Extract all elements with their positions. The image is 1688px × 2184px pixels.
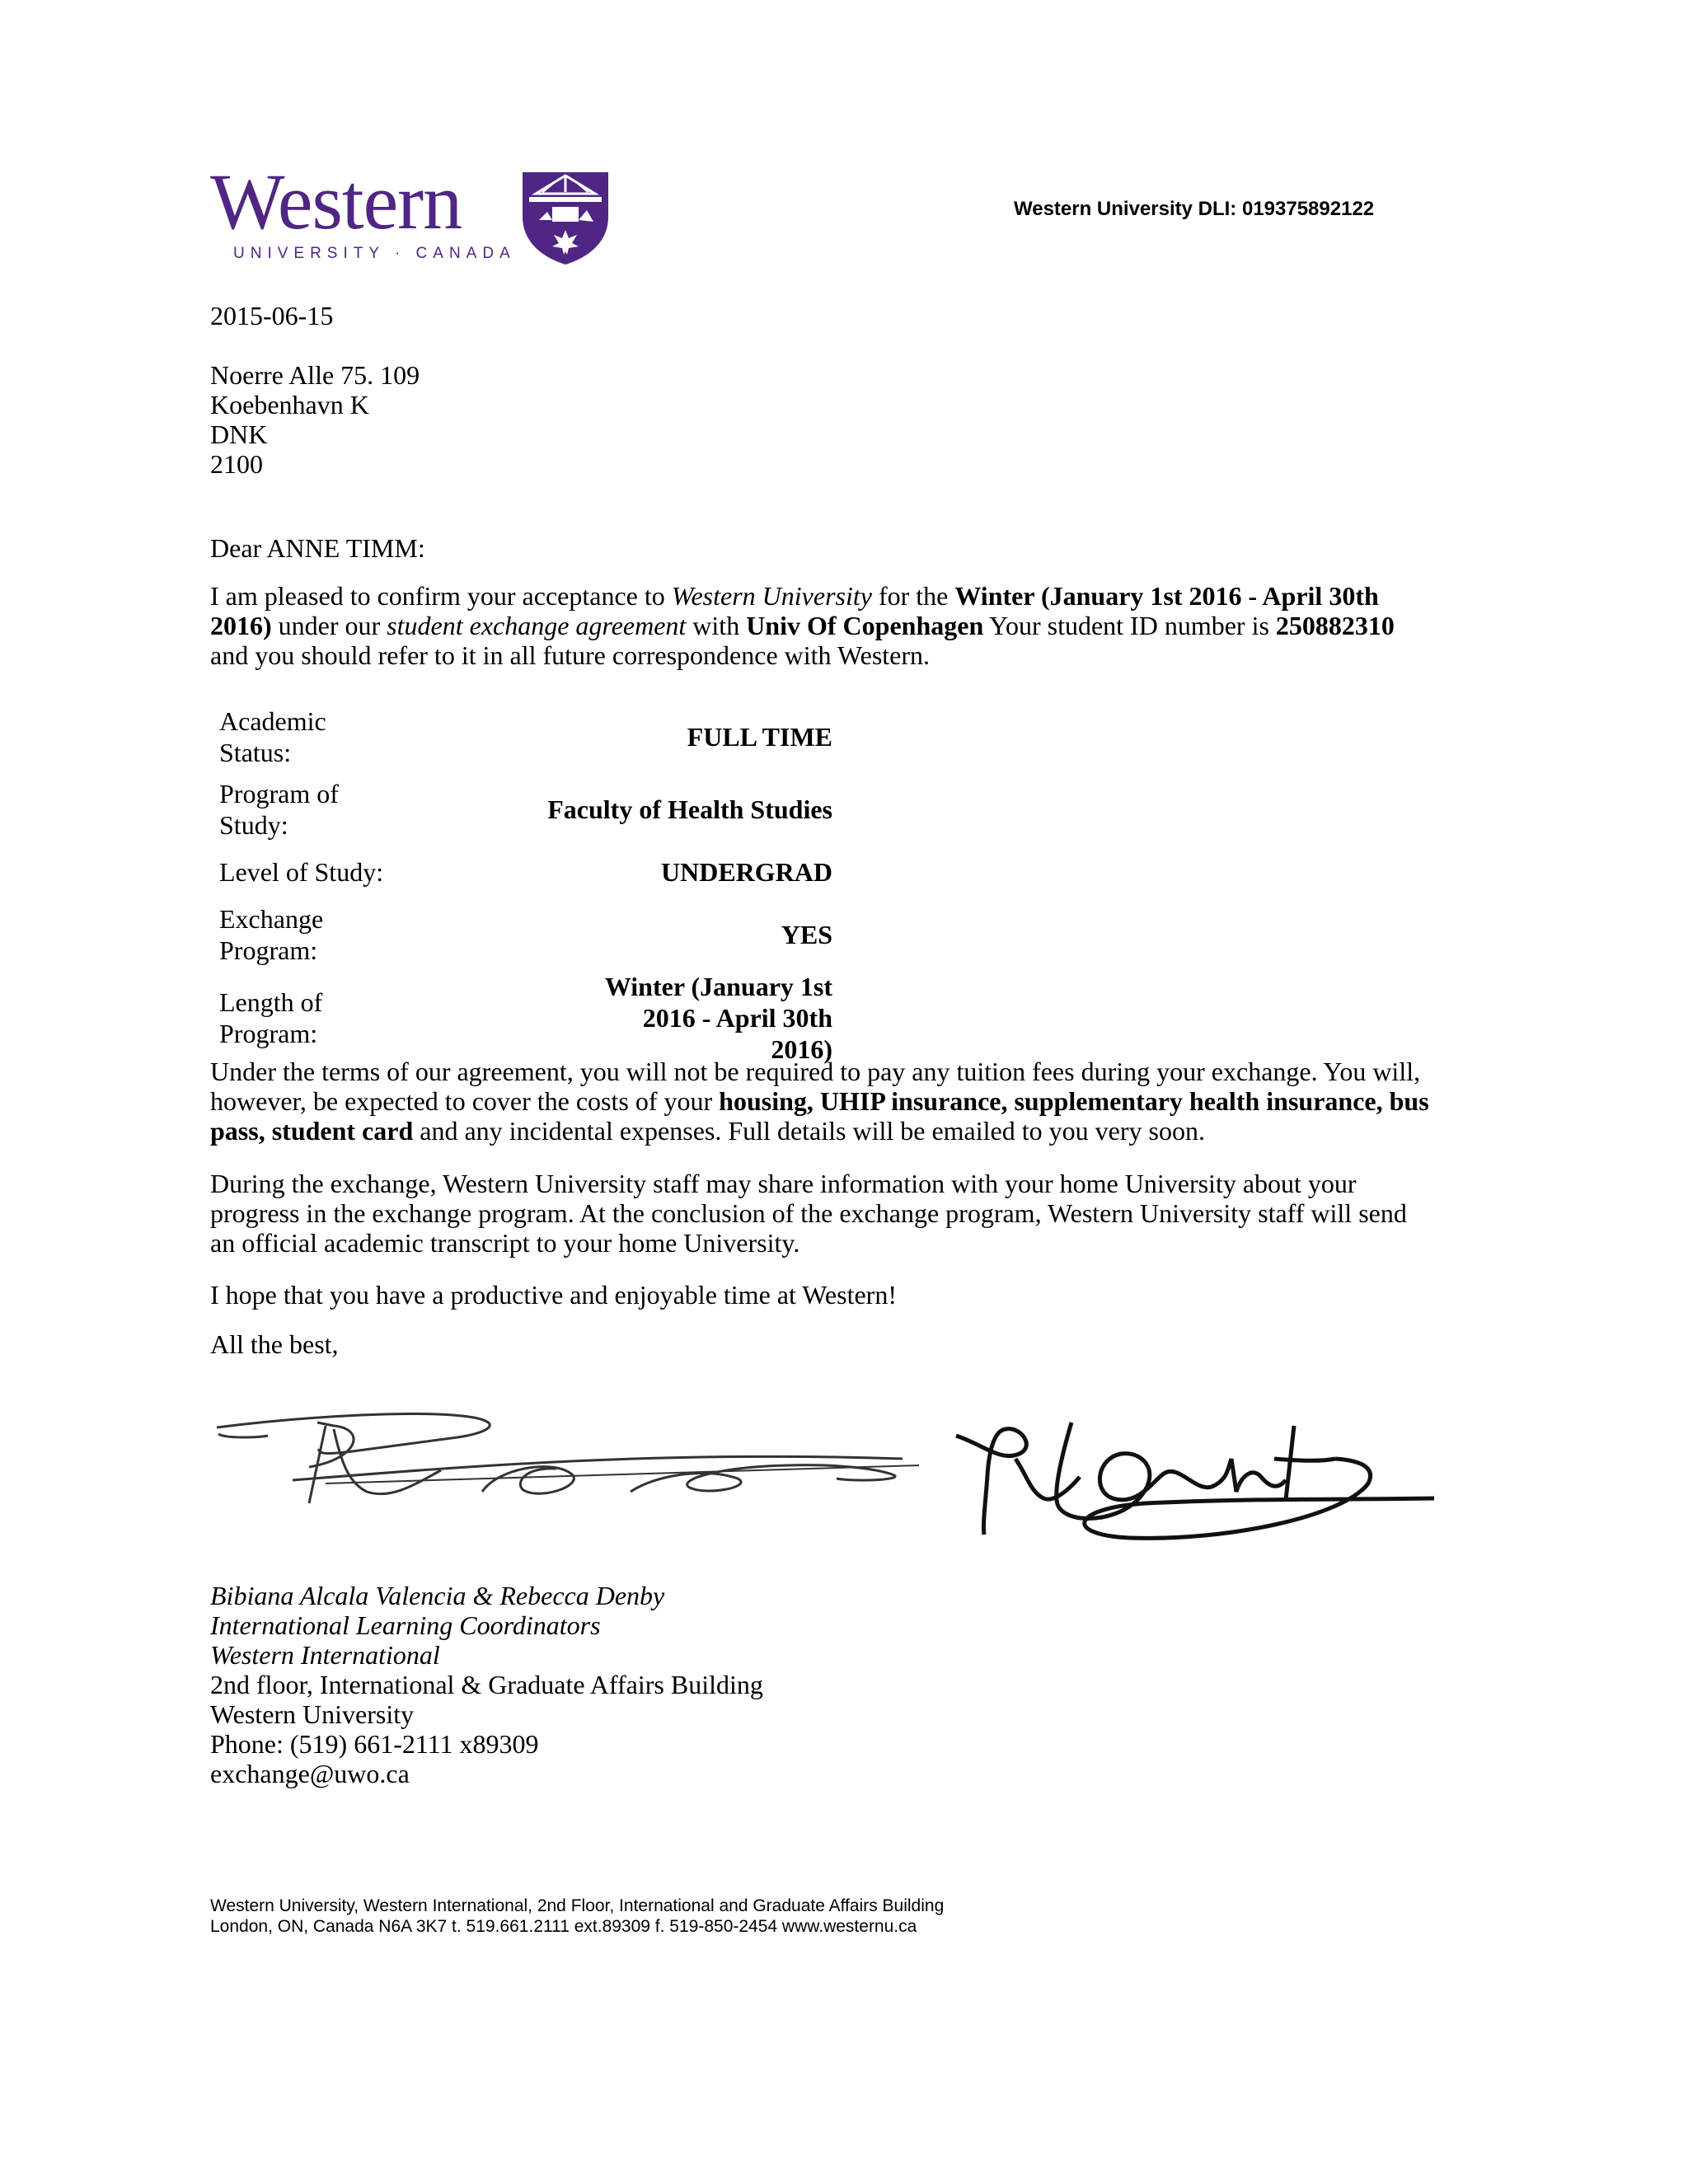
footer-line: Western University, Western International, 2nd Floor, International and Graduate Affairs Building <box>210 1896 945 1915</box>
signature-1 <box>210 1401 919 1525</box>
signatory-email: exchange@uwo.ca <box>210 1759 410 1788</box>
table-row <box>213 971 839 1065</box>
address-line: Noerre Alle 75. 109 <box>210 360 420 390</box>
detail-label: Level of Study: <box>219 857 384 887</box>
text-run: Under the terms of our agreement, you will not be required to pay any tuition fees during your exchange. You will, however, be expected to cover the costs of your <box>210 1057 1421 1116</box>
text-run: and you should refer to it in all future correspondence with Western. <box>210 640 931 670</box>
text-run: student exchange agreement <box>387 611 687 640</box>
detail-label: Length of Program: <box>219 987 323 1048</box>
salutation: Dear ANNE TIMM: <box>210 533 425 563</box>
dli-number: Western University DLI: 019375892122 <box>1014 198 1375 220</box>
acceptance-paragraph <box>210 581 1430 670</box>
term-text: Winter (January 1st 2016 - April 30th 2016) <box>210 581 1379 640</box>
text-run: I am pleased to confirm your acceptance to <box>210 581 672 611</box>
closing-wish: I hope that you have a productive and enjoyable time at Western! <box>210 1280 897 1310</box>
signatory-title: International Learning Coordinators <box>210 1610 601 1640</box>
table-row <box>213 846 839 898</box>
crest-icon <box>519 169 612 266</box>
fees-paragraph <box>210 1057 1430 1146</box>
logo-wordmark: Western <box>210 157 462 246</box>
signatory-building: 2nd floor, International & Graduate Affairs Building <box>210 1670 763 1699</box>
table-row <box>213 773 839 846</box>
text-run: Western University <box>671 581 872 611</box>
home-university: Univ Of Copenhagen <box>746 611 984 640</box>
text-run: with <box>686 611 747 640</box>
detail-label: Exchange Program: <box>219 904 324 965</box>
letter-date: 2015-06-15 <box>210 301 334 330</box>
text-run: under our <box>271 611 387 640</box>
signatory-office: Western International <box>210 1640 440 1670</box>
costs-list: housing, UHIP insurance, supplementary health insurance, bus pass, student card <box>210 1086 1429 1146</box>
address-line: 2100 <box>210 449 263 479</box>
signatory-university: Western University <box>210 1699 415 1729</box>
western-logo <box>210 157 622 276</box>
signatory-block <box>210 1581 763 1788</box>
detail-value: Winter (January 1st 2016 - April 30th 2016) <box>604 972 832 1064</box>
table-row <box>213 898 839 971</box>
detail-value: UNDERGRAD <box>661 857 832 887</box>
signatory-names: Bibiana Alcala Valencia & Rebecca Denby <box>210 1581 665 1610</box>
signature-2 <box>948 1401 1459 1541</box>
detail-value: FULL TIME <box>687 722 832 752</box>
address-line: Koebenhavn K <box>210 390 369 419</box>
detail-label: Academic Status: <box>219 706 326 767</box>
detail-label: Program of Study: <box>219 779 339 840</box>
detail-value: Faculty of Health Studies <box>547 794 832 824</box>
footer-line: London, ON, Canada N6A 3K7 t. 519.661.2111 ext.89309 f. 519-850-2454 www.westernu.ca <box>210 1917 917 1936</box>
exchange-paragraph: During the exchange, Western University staff may share information with your home University about your progress in the exchange program. At the conclusion of the exchange program, Western University staff will send an official academic transcript to your home University. <box>210 1169 1407 1258</box>
page-footer <box>210 1896 944 1937</box>
address-line: DNK <box>210 419 268 449</box>
text-run: and any incidental expenses. Full details will be emailed to you very soon. <box>413 1116 1205 1146</box>
signatory-phone: Phone: (519) 661-2111 x89309 <box>210 1729 539 1759</box>
closing: All the best, <box>210 1329 339 1359</box>
detail-value: YES <box>781 920 832 949</box>
table-row <box>213 701 839 773</box>
logo-subtitle: UNIVERSITY · CANADA <box>233 245 516 262</box>
text-run: Your student ID number is <box>983 611 1276 640</box>
student-id: 250882310 <box>1275 611 1395 640</box>
program-details-table <box>213 701 839 1065</box>
text-run: for the <box>871 581 955 611</box>
recipient-address <box>210 360 420 479</box>
